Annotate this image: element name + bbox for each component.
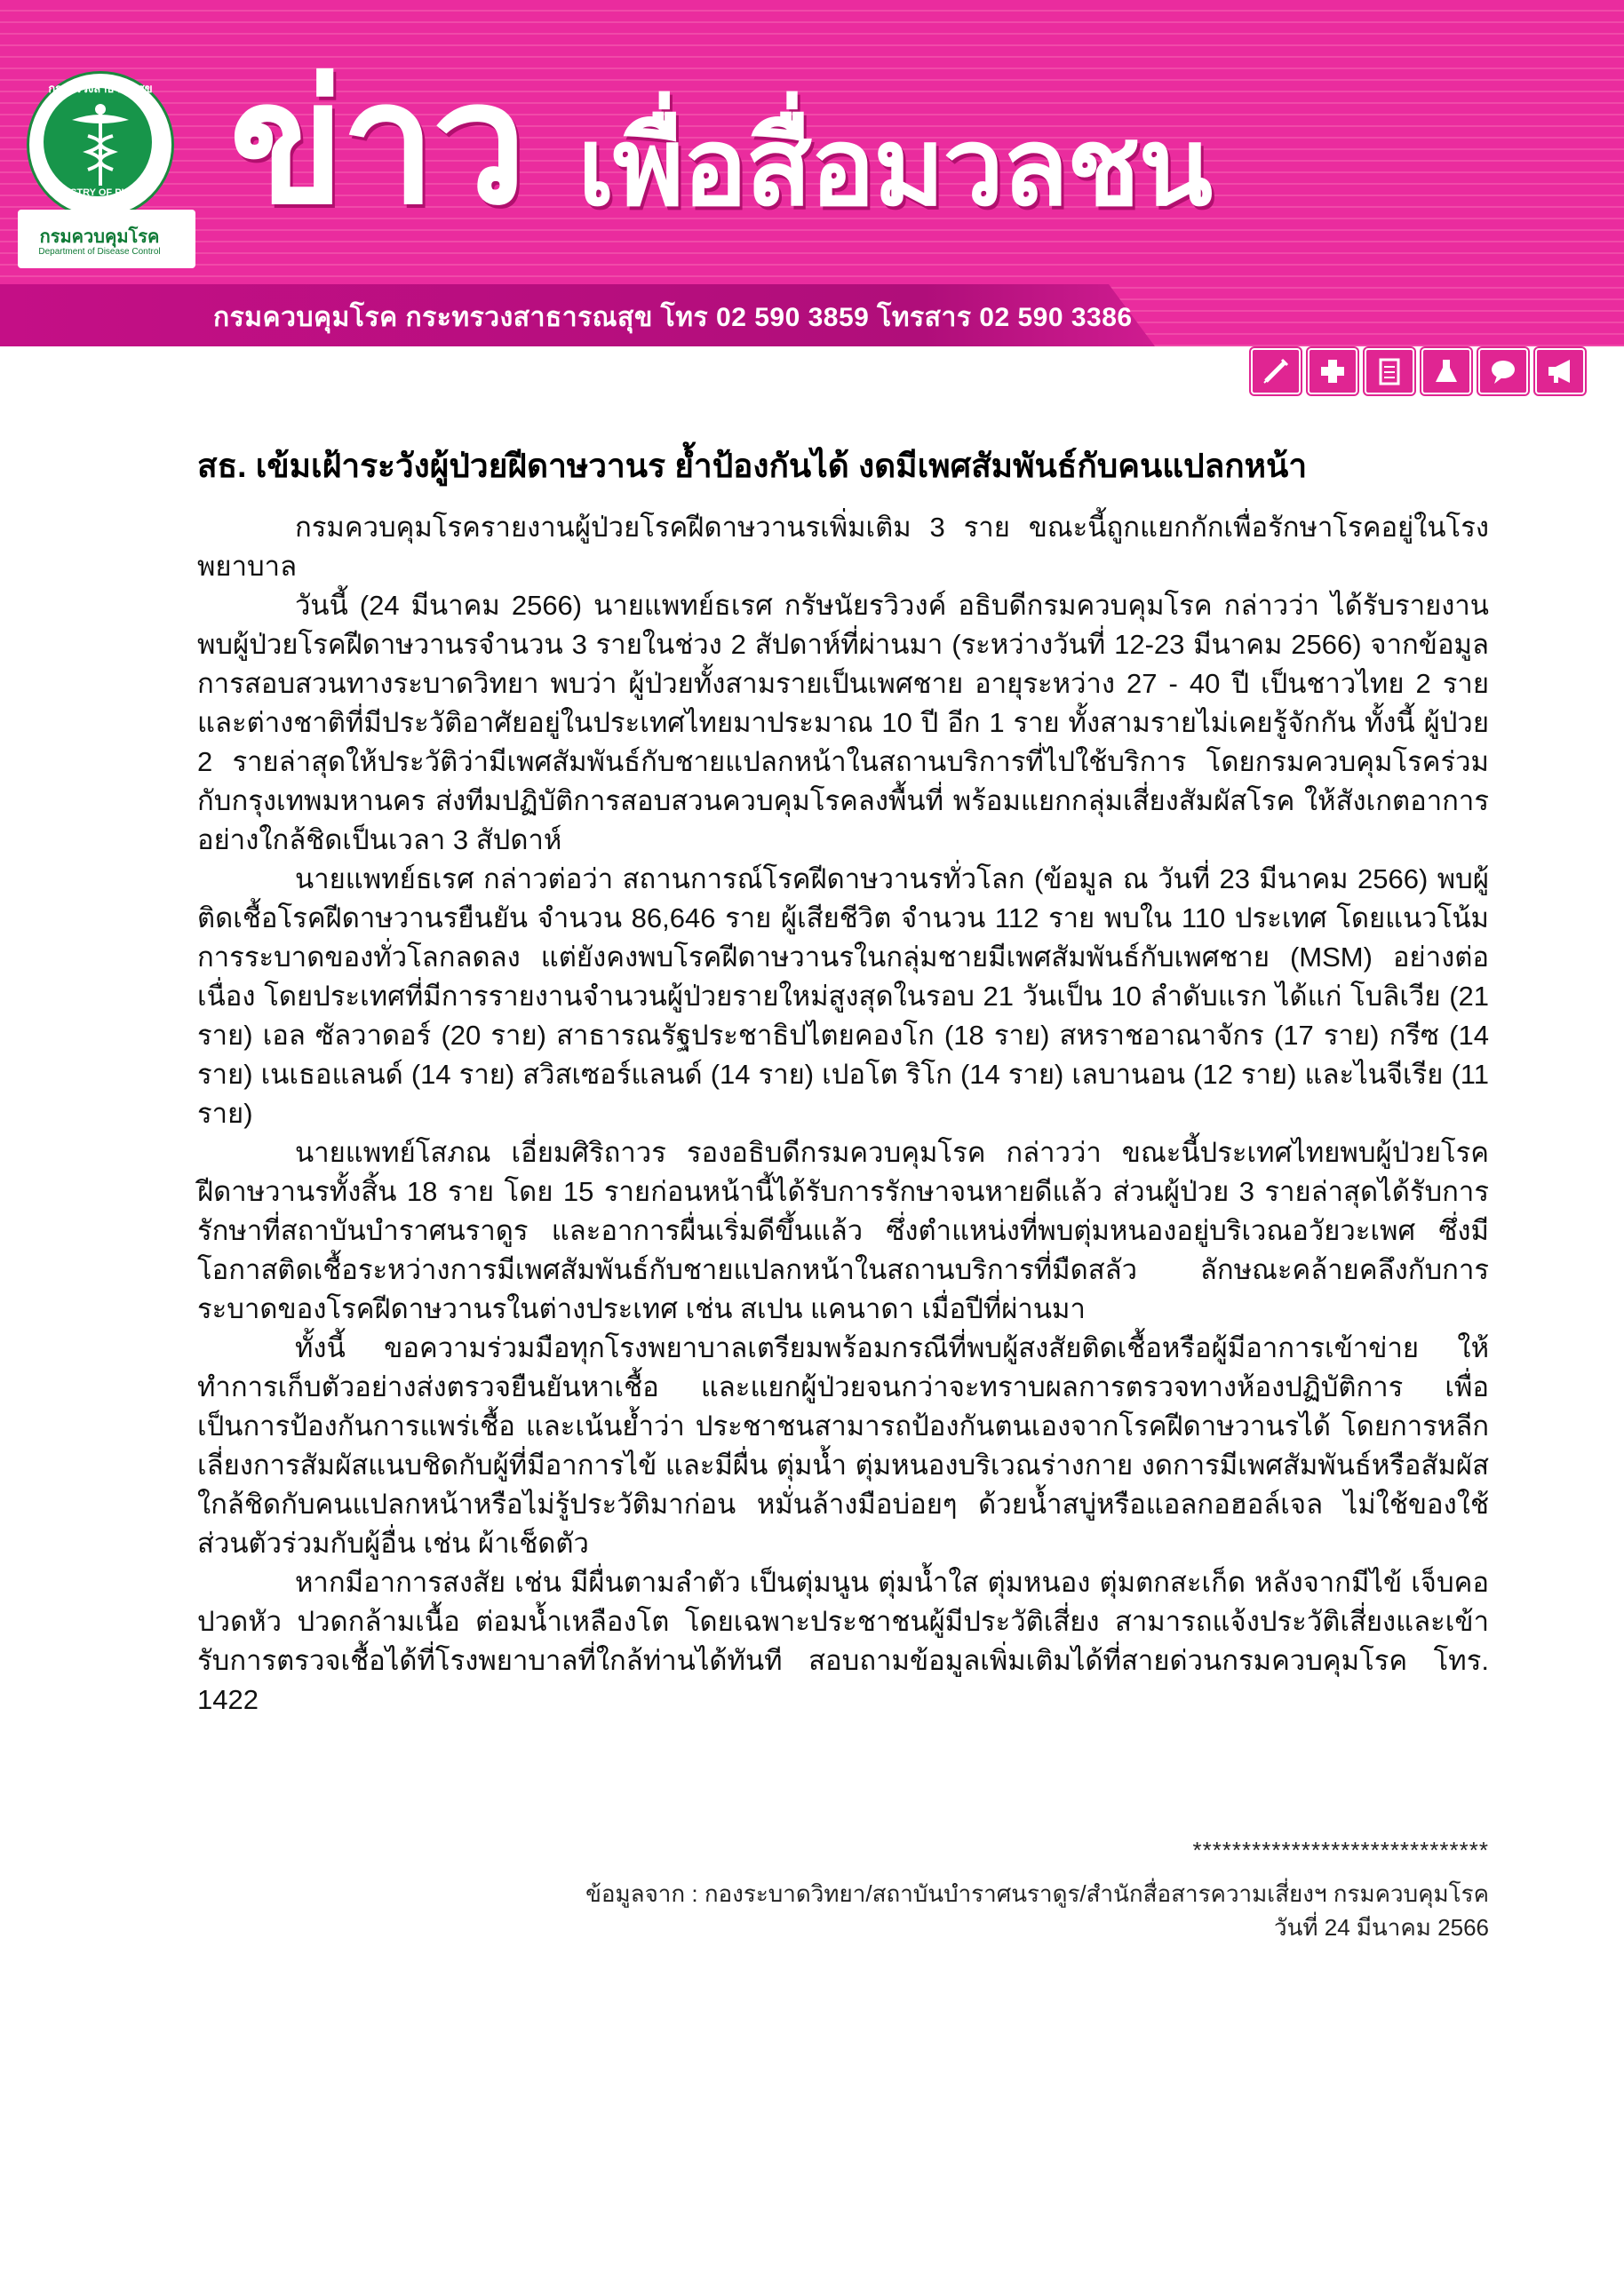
paragraph: วันนี้ (24 มีนาคม 2566) นายแพทย์ธเรศ กรัษนัยรวิวงค์ อธิบดีกรมควบคุมโรค กล่าวว่า ได้รับรายงานพบผู้ป่วยโรคฝีดาษวานรจำนวน 3 รายในช่วง 2 สัปดาห์ที่ผ่านมา (ระหว่างวันที่ 12-23 มีนาคม 2566) จากข้อมูลการสอบสวนทางระบาดวิทยา พบว่า ผู้ป่วยทั้งสามรายเป็นเพศชาย อายุระหว่าง 27 - 40 ปี เป็นชาวไทย 2 ราย และต่างชาติที่มีประวัติอาศัยอยู่ในประเทศไทยมาประมาณ 10 ปี อีก 1 ราย ทั้งสามรายไม่เคยรู้จักกัน ทั้งนี้ ผู้ป่วย 2 รายล่าสุดให้ประวัติว่ามีเพศสัมพันธ์กับชายแปลกหน้าในสถานบริการที่ไปใช้บริการ โดยกรมควบคุมโรคร่วมกับกรุงเทพมหานคร ส่งทีมปฏิบัติการสอบสวนควบคุมโรคลงพื้นที่ พร้อมแยกกลุ่มเสี่ยงสัมผัสโรค ให้สังเกตอาการอย่างใกล้ชิดเป็นเวลา 3 สัปดาห์ [197, 590, 1489, 855]
masthead-title: ข่าว [229, 45, 524, 242]
caduceus-icon [65, 100, 136, 189]
source-credit: ข้อมูลจาก : กองระบาดวิทยา/สถาบันบำราศนราดูร/สำนักสื่อสารความเสี่ยงฯ กรมควบคุมโรค [585, 1880, 1489, 1907]
article-headline: สธ. เข้มเฝ้าระวังผู้ป่วยฝีดาษวานร ย้ำป้องกันได้ งดมีเพศสัมพันธ์กับคนแปลกหน้า [197, 448, 1308, 484]
ministry-logo [27, 71, 174, 218]
paragraph: ทั้งนี้ ขอความร่วมมือทุกโรงพยาบาลเตรียมพร้อมกรณีที่พบผู้สงสัยติดเชื้อหรือผู้มีอาการเข้าข่าย ให้ทำการเก็บตัวอย่างส่งตรวจยืนยันหาเชื้อ และแยกผู้ป่วยจนกว่าจะทราบผลการตรวจทางห้องปฏิบัติการ เพื่อเป็นการป้องกันการแพร่เชื้อ และเน้นย้ำว่า ประชาชนสามารถป้องกันตนเองจากโรคฝีดาษวานรได้ โดยการหลีกเลี่ยงการสัมผัสแนบชิดกับผู้ที่มีอาการไข้ และมีผื่น ตุ่มน้ำ ตุ่มหนองบริเวณร่างกาย งดการมีเพศสัมพันธ์หรือสัมผัสใกล้ชิดกับคนแปลกหน้าหรือไม่รู้ประวัติมาก่อน หมั่นล้างมือบ่อยๆ ด้วยน้ำสบู่หรือแอลกอฮอล์เจล ไม่ใช้ของใช้ส่วนตัวร่วมกับผู้อื่น เช่น ผ้าเช็ดตัว [197, 1332, 1489, 1559]
masthead-subtitle: เพื่อสื่อมวลชน [577, 104, 1212, 230]
speech-bubble-icon [1478, 348, 1528, 394]
contact-info: กรมควบคุมโรค กระทรวงสาธารณสุข โทร 02 590 3859 โทรสาร 02 590 3386 [213, 303, 1133, 332]
syringe-icon [1251, 348, 1301, 394]
flask-icon [1421, 348, 1471, 394]
logo-ring-top-text: กระทรวงสาธารณสุข [48, 82, 153, 95]
medical-cross-icon [1308, 348, 1357, 394]
paragraph: นายแพทย์โสภณ เอี่ยมศิริถาวร รองอธิบดีกรมควบคุมโรค กล่าวว่า ขณะนี้ประเทศไทยพบผู้ป่วยโรคฝีดาษวานรทั้งสิ้น 18 ราย โดย 15 รายก่อนหน้านี้ได้รับการรักษาจนหายดีแล้ว ส่วนผู้ป่วย 3 รายล่าสุดได้รับการรักษาที่สถาบันบำราศนราดูร และอาการผื่นเริ่มดีขึ้นแล้ว ซึ่งตำแหน่งที่พบตุ่มหนองอยู่บริเวณอวัยวะเพศ ซึ่งมีโอกาสติดเชื้อระหว่างการมีเพศสัมพันธ์กับชายแปลกหน้าในสถานบริการที่มืดสลัว ลักษณะคล้ายคลึงกับการระบาดของโรคฝีดาษวานรในต่างประเทศ เช่น สเปน แคนาดา เมื่อปีที่ผ่านมา [197, 1137, 1489, 1324]
publish-date: วันที่ 24 มีนาคม 2566 [1274, 1914, 1489, 1941]
department-name-thai: กรมควบคุมโรค [39, 227, 160, 247]
logo-ring-bottom-text: MINISTRY OF PUBLIC HEALTH [49, 187, 152, 209]
clipboard-icon [1365, 348, 1414, 394]
paragraph: หากมีอาการสงสัย เช่น มีผื่นตามลำตัว เป็นตุ่มนูน ตุ่มน้ำใส ตุ่มหนอง ตุ่มตกสะเก็ด หลังจากมีไข้ เจ็บคอ ปวดหัว ปวดกล้ามเนื้อ ต่อมน้ำเหลืองโต โดยเฉพาะประชาชนผู้มีประวัติเสี่ยง สามารถแจ้งประวัติเสี่ยงและเข้ารับการตรวจเชื้อได้ที่โรงพยาบาลที่ใกล้ท่านได้ทันที สอบถามข้อมูลเพิ่มเติมได้ที่สายด่วนกรมควบคุมโรค โทร. 1422 [197, 1567, 1489, 1715]
department-name-english: Department of Disease Control [38, 247, 161, 257]
separator-stars: ****************************** [1192, 1837, 1489, 1863]
megaphone-icon [1535, 348, 1585, 394]
paragraph: นายแพทย์ธเรศ กล่าวต่อว่า สถานการณ์โรคฝีดาษวานรทั่วโลก (ข้อมูล ณ วันที่ 23 มีนาคม 2566) พบผู้ติดเชื้อโรคฝีดาษวานรยืนยัน จำนวน 86,646 ราย ผู้เสียชีวิต จำนวน 112 ราย พบใน 110 ประเทศ โดยแนวโน้มการระบาดของทั่วโลกลดลง แต่ยังคงพบโรคฝีดาษวานรในกลุ่มชายมีเพศสัมพันธ์กับเพศชาย (MSM) อย่างต่อเนื่อง โดยประเทศที่มีการรายงานจำนวนผู้ป่วยรายใหม่สูงสุดในรอบ 21 วันเป็น 10 ลำดับแรก ได้แก่ โบลิเวีย (21 ราย) เอล ซัลวาดอร์ (20 ราย) สาธารณรัฐประชาธิปไตยคองโก (18 ราย) สหราชอาณาจักร (17 ราย) กรีซ (14 ราย) เนเธอแลนด์ (14 ราย) สวิสเซอร์แลนด์ (14 ราย) เปอโต ริโก (14 ราย) เลบานอน (12 ราย) และไนจีเรีย (11 ราย) [197, 863, 1489, 1129]
paragraph: กรมควบคุมโรครายงานผู้ป่วยโรคฝีดาษวานรเพิ่มเติม 3 ราย ขณะนี้ถูกแยกกักเพื่อรักษาโรคอยู่ในโรงพยาบาล [197, 512, 1489, 582]
article-body [197, 508, 1489, 1720]
header-icon-row [1251, 348, 1585, 396]
